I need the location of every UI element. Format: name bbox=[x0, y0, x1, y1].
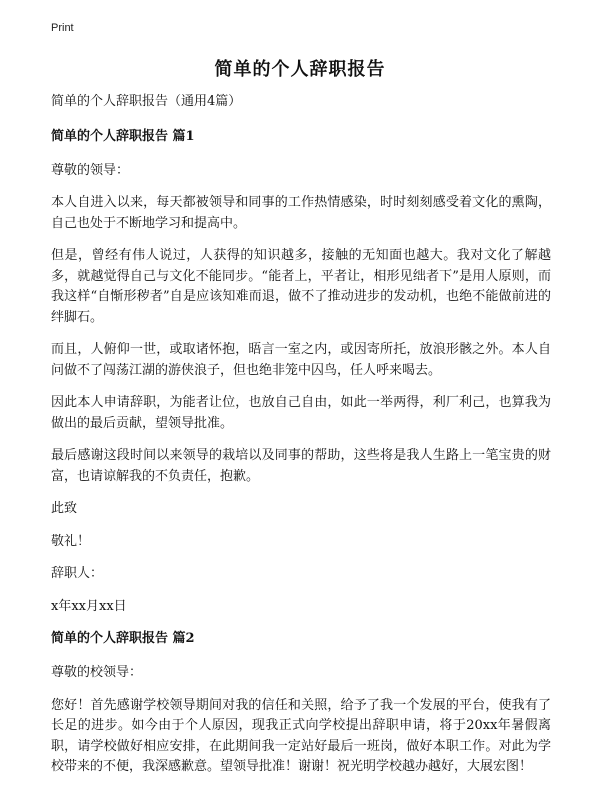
page-title: 简单的个人辞职报告 bbox=[214, 59, 386, 80]
greeting: 尊敬的领导： bbox=[51, 162, 130, 178]
section-heading: 简单的个人辞职报告 篇1 bbox=[51, 128, 195, 144]
document-body bbox=[51, 92, 551, 790]
body-paragraph: 您好！首先感谢学校领导期间对我的信任和关照，给予了我一个发展的平台，使我有了长足的进步。如今由于个人原因，现我正式向学校提出辞职申请，将于20xx年暑假离职，请学校做好相应安排，在此期间我一定站好最后一班岗，做好本职工作。对此为学校带来的不便，我深感歉意。望领导批准！谢谢！祝光明学校越办越好，大展宏图！ bbox=[51, 697, 551, 774]
body-paragraph: 本人自进入以来，每天都被领导和同事的工作热情感染，时时刻刻感受着文化的熏陶，自己也处于不断地学习和提高中。 bbox=[51, 195, 551, 231]
date-line: x年xx月xx日 bbox=[51, 598, 127, 614]
body-paragraph: 因此本人申请辞职，为能者让位，也放自己自由，如此一举两得，利厂利己，也算我为做出的最后贡献，望领导批准。 bbox=[51, 395, 551, 431]
document-subtitle: 简单的个人辞职报告（通用4篇） bbox=[51, 94, 242, 109]
body-paragraph: 而且，人俯仰一世，或取诸怀抱，晤言一室之内，或因寄所托，放浪形骸之外。本人自问做不了闯荡江湖的游侠浪子，但也绝非笼中囚鸟，任人呼来喝去。 bbox=[51, 342, 551, 378]
closing-salute: 敬礼！ bbox=[51, 533, 91, 549]
section-heading: 简单的个人辞职报告 篇2 bbox=[51, 631, 195, 646]
greeting: 尊敬的校领导： bbox=[51, 665, 143, 680]
closing-line: 此致 bbox=[51, 501, 78, 516]
print-link[interactable]: Print bbox=[51, 22, 74, 34]
signature-label: 辞职人： bbox=[51, 566, 104, 581]
body-paragraph: 但是，曾经有伟人说过，人获得的知识越多，接触的无知面也越大。我对文化了解越多，就越觉得自己与文化不能同步。“能者上，平者让，相形见绌者下”是用人原则，而我这样“自惭形秽者”自是应该知难而退，做不了推动进步的发动机，也绝不能做前进的绊脚石。 bbox=[51, 248, 551, 325]
body-paragraph: 最后感谢这段时间以来领导的栽培以及同事的帮助，这些将是我人生路上一笔宝贵的财富，也请谅解我的不负责任，抱歉。 bbox=[51, 448, 551, 484]
